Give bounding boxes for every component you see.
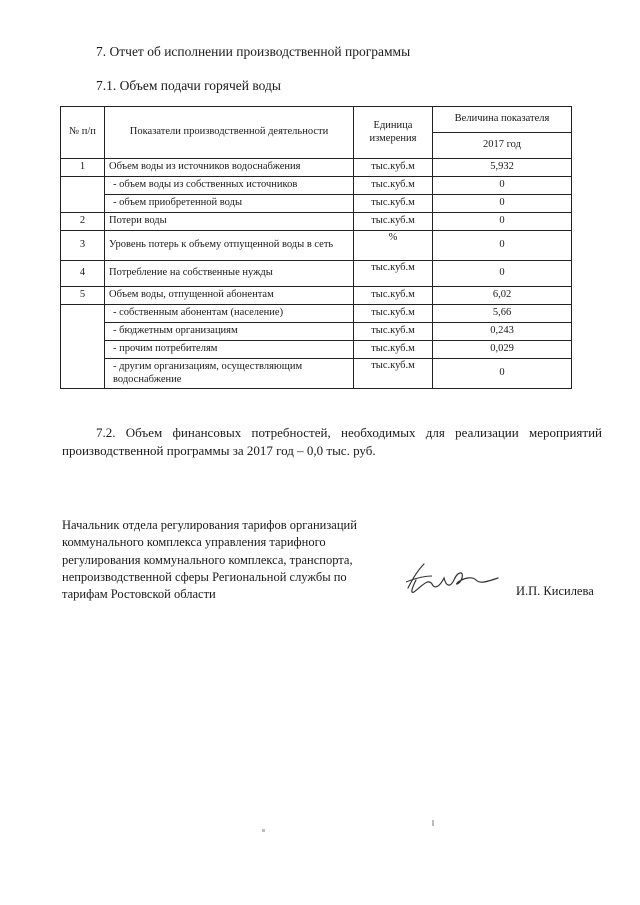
cell-value: 0 [433, 359, 572, 389]
cell-indicator: Потери воды [105, 213, 354, 231]
signatory-name: И.П. Кисилева [516, 584, 594, 598]
cell-unit: тыс.куб.м [354, 195, 433, 213]
cell-unit: тыс.куб.м [354, 177, 433, 195]
table-row [61, 261, 572, 287]
table-header-row [61, 107, 572, 133]
cell-unit: % [354, 231, 433, 261]
table-row [61, 305, 572, 323]
cell-unit: тыс.куб.м [354, 359, 433, 389]
cell-no: 3 [61, 231, 105, 261]
section-heading: 7. Отчет об исполнении производственной программы [96, 44, 411, 59]
cell-unit: тыс.куб.м [354, 213, 433, 231]
cell-no: 5 [61, 287, 105, 305]
cell-no: 4 [61, 261, 105, 287]
table-row [61, 341, 572, 359]
header-no: № п/п [61, 107, 105, 159]
cell-value: 0,243 [433, 323, 572, 341]
cell-value: 5,932 [433, 159, 572, 177]
handwritten-signature [402, 558, 502, 598]
cell-value: 5,66 [433, 305, 572, 323]
table-row [61, 231, 572, 261]
cell-value: 6,02 [433, 287, 572, 305]
cell-no [61, 305, 105, 389]
cell-indicator: Уровень потерь к объему отпущенной воды в сеть [105, 231, 354, 261]
cell-unit: тыс.куб.м [354, 159, 433, 177]
subsection-heading: 7.1. Объем подачи горячей воды [96, 78, 281, 93]
table-row [61, 195, 572, 213]
cell-unit: тыс.куб.м [354, 287, 433, 305]
cell-indicator: Объем воды из источников водоснабжения [105, 159, 354, 177]
signatory-position: Начальник отдела регулирования тарифов организаций коммунального комплекса управления тарифного регулирования коммунального комплекса, транспорта, непроизводственной сферы Региональной службы по тарифам Ростовской области [62, 518, 357, 601]
cell-value: 0 [433, 177, 572, 195]
scan-speck [262, 829, 265, 832]
header-value: Величина показателя [433, 107, 572, 133]
cell-indicator: - бюджетным организациям [105, 323, 354, 341]
cell-value: 0,029 [433, 341, 572, 359]
cell-value: 0 [433, 195, 572, 213]
cell-no [61, 177, 105, 213]
header-year: 2017 год [433, 133, 572, 159]
table-row [61, 359, 572, 389]
scan-speck [432, 820, 434, 826]
cell-unit: тыс.куб.м [354, 261, 433, 287]
cell-indicator: Потребление на собственные нужды [105, 261, 354, 287]
table-row [61, 177, 572, 195]
cell-no: 1 [61, 159, 105, 177]
water-supply-table [60, 106, 572, 389]
table-row [61, 213, 572, 231]
table-row [61, 287, 572, 305]
cell-no: 2 [61, 213, 105, 231]
cell-value: 0 [433, 213, 572, 231]
header-unit: Единица измерения [354, 107, 433, 159]
cell-indicator: - прочим потребителям [105, 341, 354, 359]
cell-indicator: - объем воды из собственных источников [105, 177, 354, 195]
cell-indicator: Объем воды, отпущенной абонентам [105, 287, 354, 305]
header-indicator: Показатели производственной деятельности [105, 107, 354, 159]
table-row [61, 323, 572, 341]
table-row [61, 159, 572, 177]
cell-indicator: - другим организациям, осуществляющим водоснабжение [105, 359, 354, 389]
financial-needs-paragraph: 7.2. Объем финансовых потребностей, необходимых для реализации мероприятий производственной программы за 2017 год – 0,0 тыс. руб. [62, 425, 602, 459]
cell-value: 0 [433, 261, 572, 287]
cell-indicator: - объем приобретенной воды [105, 195, 354, 213]
cell-value: 0 [433, 231, 572, 261]
cell-indicator: - собственным абонентам (население) [105, 305, 354, 323]
cell-unit: тыс.куб.м [354, 341, 433, 359]
cell-unit: тыс.куб.м [354, 323, 433, 341]
cell-unit: тыс.куб.м [354, 305, 433, 323]
